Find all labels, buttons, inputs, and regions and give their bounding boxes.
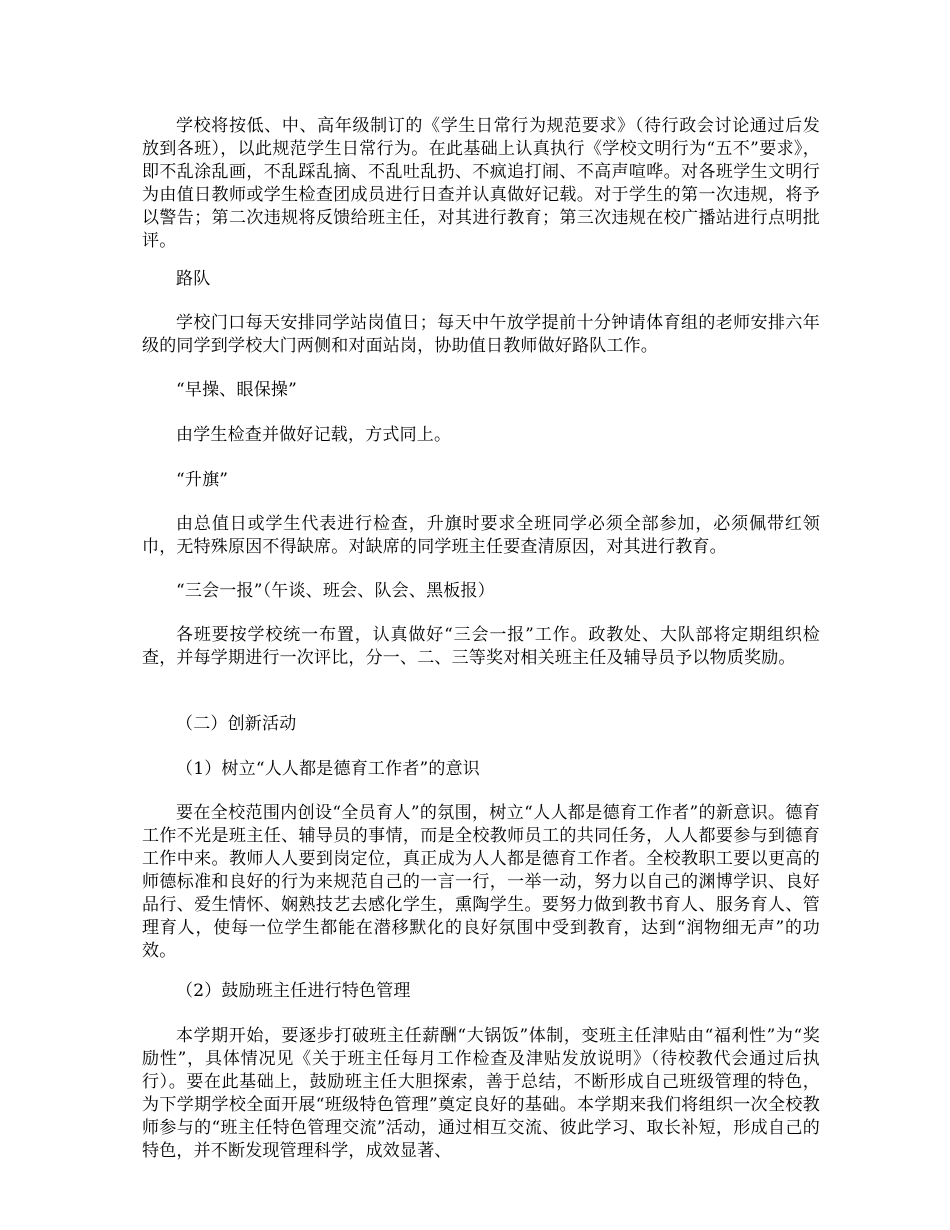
heading-road-team: 路队 [176,269,211,289]
paragraph-moral-educator-awareness: 要在全校范围内创设“全员育人”的氛围，树立“人人都是德育工作者”的新意识。德育工作不光是班主任、辅导员的事情，而是全校教师员工的共同任务，人人都要参与到德育工作中来。教师人人要到岗定位，真正成为人人都是德育工作者。全校教职工要以更高的师德标准和良好的行为来规范自己的一言一行，一举一动，努力以自己的渊博学识、良好品行、爱生情怀、娴熟技艺去感化学生，熏陶学生。要努力做到教书育人、服务育人、管理育人，使每一位学生都能在潜移默化的良好氛围中受到教育，达到“润物细无声”的功效。 [142,803,820,961]
paragraph-morning-exercise: 由学生检查并做好记载，方式同上。 [176,425,452,445]
heading-morning-exercise: “早操、眼保操” [176,380,297,400]
paragraph-flag-raising: 由总值日或学生代表进行检查，升旗时要求全班同学必须全部参加，必须佩带红领巾，无特殊原因不得缺席。对缺席的同学班主任要查清原因，对其进行教育。 [142,514,820,557]
heading-innovation-activities: （二）创新活动 [176,714,297,734]
heading-three-meetings: “三会一报”（午谈、班会、队会、黑板报） [176,581,495,601]
heading-moral-educator-awareness: （1）树立“人人都是德育工作者”的意识 [176,759,480,779]
paragraph-special-management: 本学期开始，要逐步打破班主任薪酬“大锅饭”体制，变班主任津贴由“福利性”为“奖励性”，具体情况见《关于班主任每月工作检查及津贴发放说明》（待校教代会通过后执行）。要在此基础上，鼓励班主任大胆探索，善于总结，不断形成自己班级管理的特色，为下学期学校全面开展“班级特色管理”奠定良好的基础。本学期来我们将组织一次全校教师参与的“班主任特色管理交流”活动，通过相互交流、彼此学习、取长补短，形成自己的特色，并不断发现管理科学，成效显著、 [142,1026,820,1161]
paragraph-three-meetings: 各班要按学校统一布置，认真做好“三会一报”工作。政教处、大队部将定期组织检查，并每学期进行一次评比，分一、二、三等奖对相关班主任及辅导员予以物质奖励。 [142,625,820,668]
paragraph-road-team: 学校门口每天安排同学站岗值日；每天中午放学提前十分钟请体育组的老师安排六年级的同学到学校大门两侧和对面站岗，协助值日教师做好路队工作。 [142,313,820,356]
heading-flag-raising: “升旗” [176,470,229,490]
heading-special-management: （2）鼓励班主任进行特色管理 [176,981,411,1001]
paragraph-conduct-rules: 学校将按低、中、高年级制订的《学生日常行为规范要求》（待行政会讨论通过后发放到各班），以此规范学生日常行为。在此基础上认真执行《学校文明行为“五不”要求》，即不乱涂乱画，不乱踩乱摘、不乱吐乱扔、不疯追打闹、不高声喧哗。对各班学生文明行为由值日教师或学生检查团成员进行日查并认真做好记载。对于学生的第一次违规，将予以警告；第二次违规将反馈给班主任，对其进行教育；第三次违规在校广播站进行点明批评。 [142,116,820,251]
